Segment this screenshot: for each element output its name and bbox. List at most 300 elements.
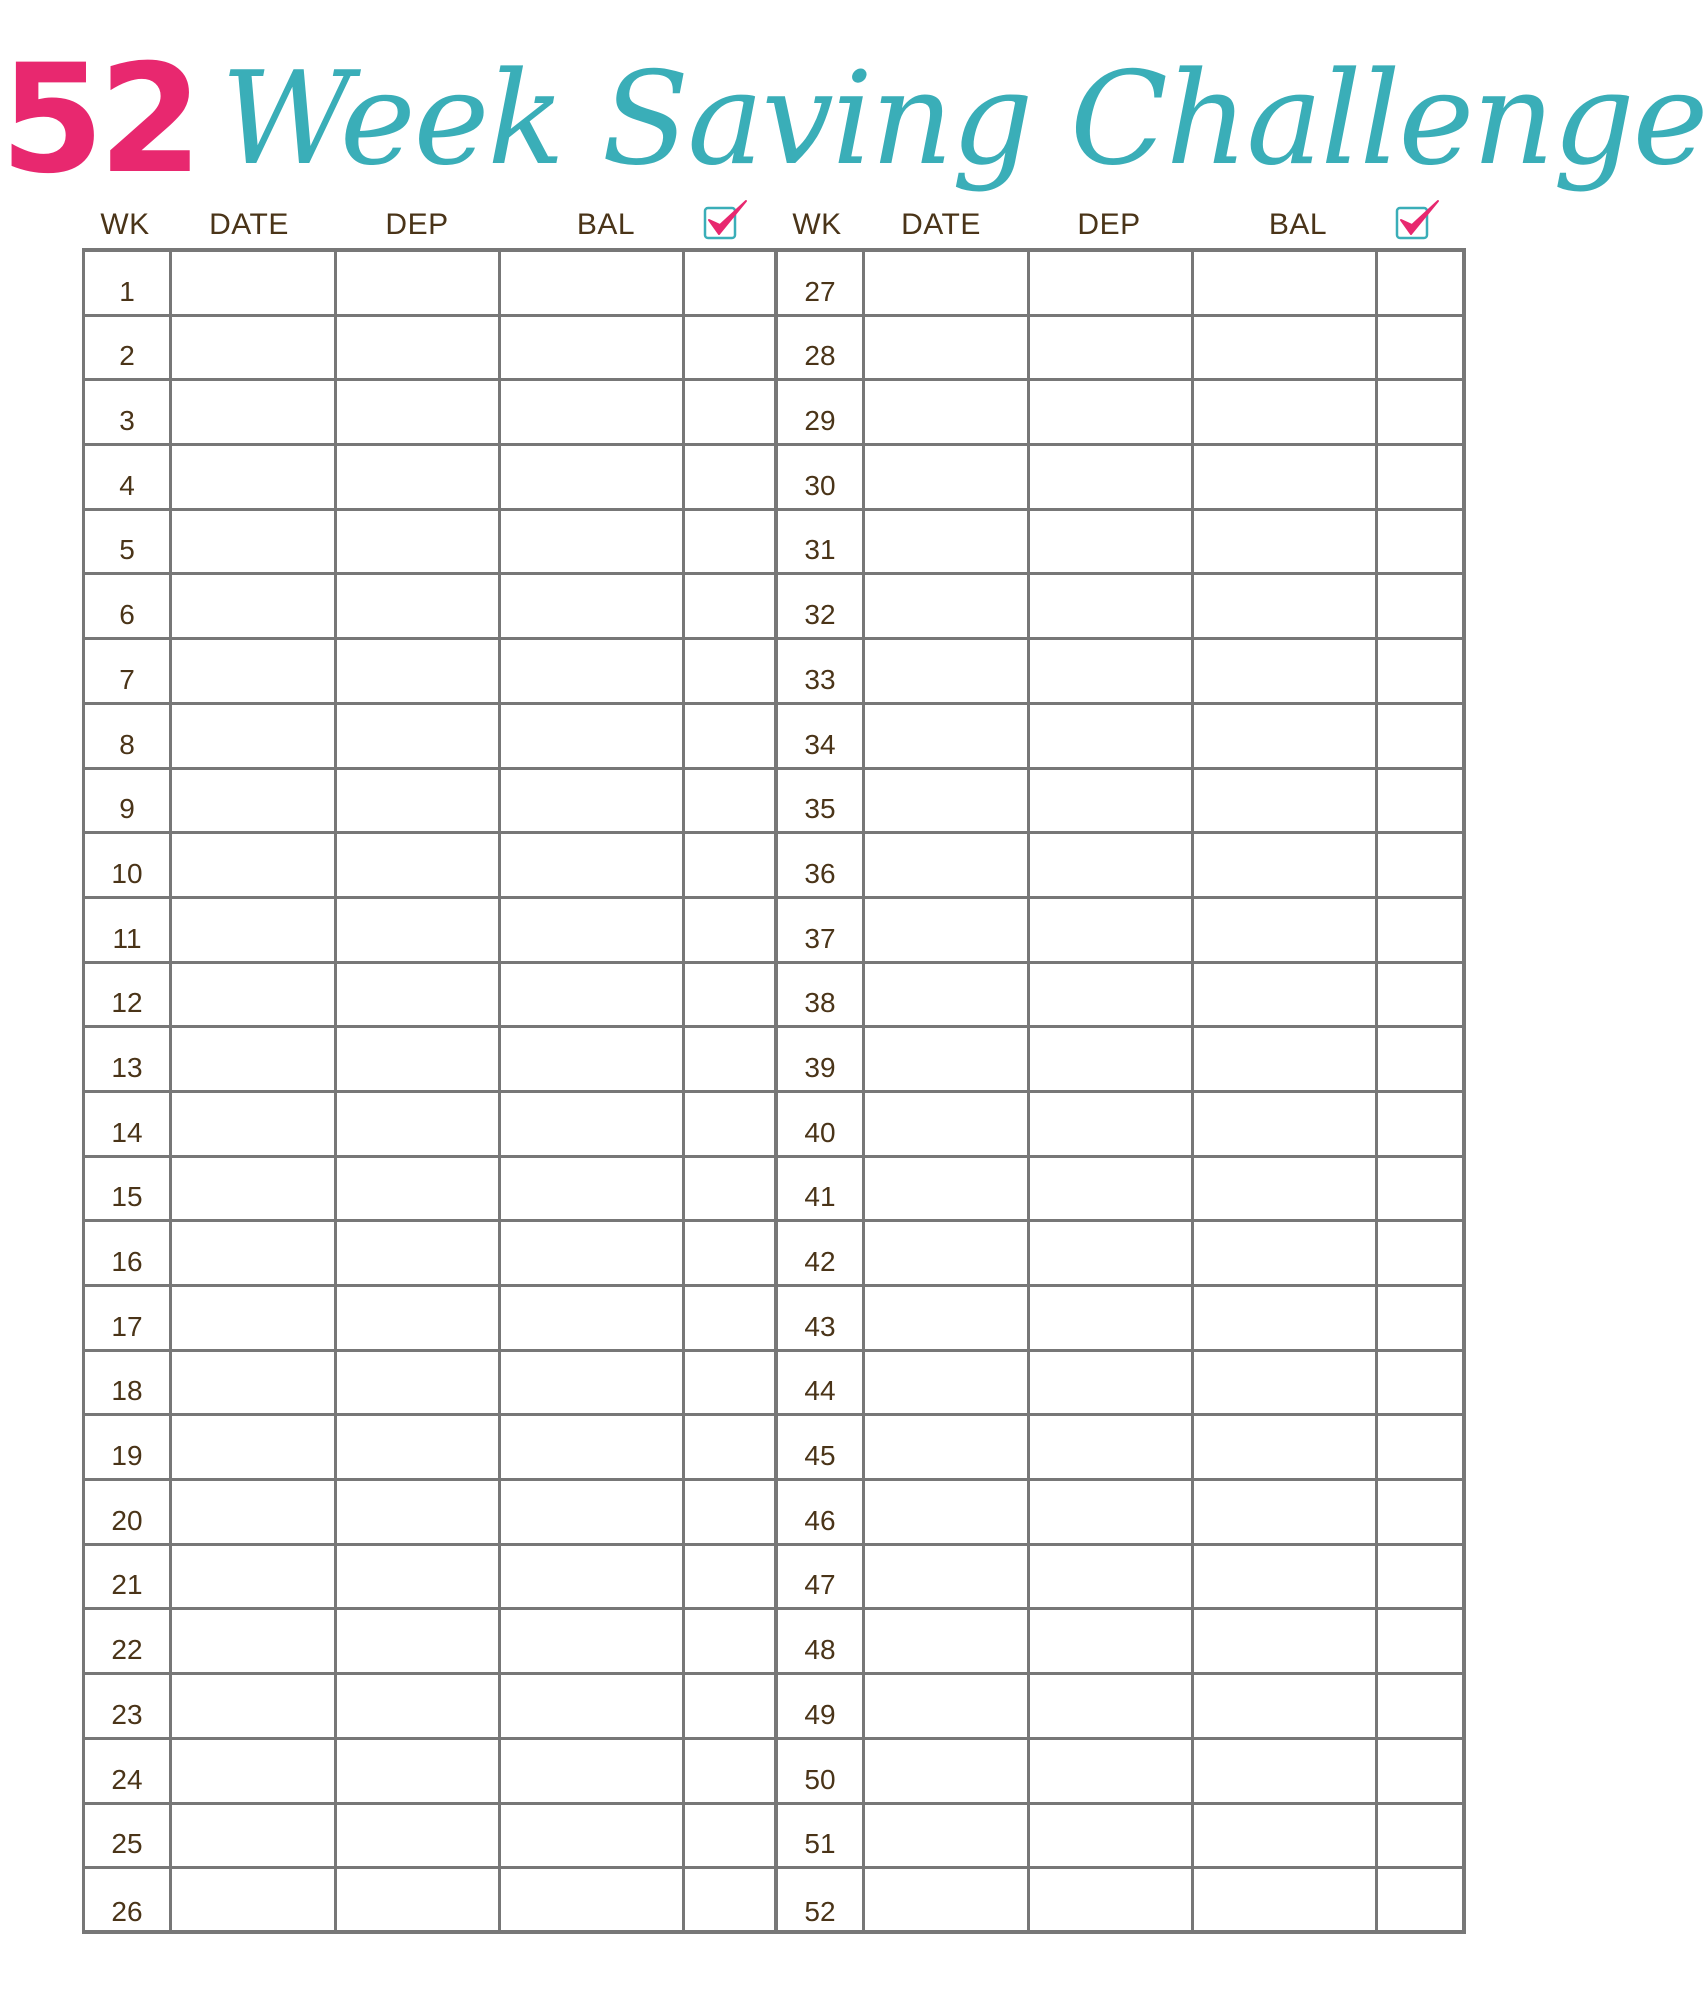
- date-cell[interactable]: [865, 1158, 1030, 1220]
- date-cell[interactable]: [865, 1028, 1030, 1090]
- balance-cell[interactable]: [501, 1675, 685, 1737]
- table-row: [778, 1481, 1462, 1546]
- date-cell[interactable]: [172, 1416, 337, 1478]
- balance-cell[interactable]: [501, 1352, 685, 1414]
- balance-cell[interactable]: [501, 1416, 685, 1478]
- deposit-cell[interactable]: [1030, 1805, 1194, 1867]
- week-number: 23: [85, 1675, 172, 1737]
- header-bal: BAL: [576, 208, 636, 241]
- deposit-cell[interactable]: [337, 1093, 501, 1155]
- table-row: [85, 1222, 774, 1287]
- deposit-cell[interactable]: [1030, 1740, 1194, 1802]
- table-row: [85, 1028, 774, 1093]
- balance-cell[interactable]: [501, 1093, 685, 1155]
- check-cell[interactable]: [685, 1740, 774, 1802]
- check-cell[interactable]: [1378, 1093, 1462, 1155]
- date-cell[interactable]: [172, 575, 337, 637]
- deposit-cell[interactable]: [337, 1740, 501, 1802]
- deposit-cell[interactable]: [1030, 317, 1194, 379]
- table-row: [778, 1805, 1462, 1870]
- balance-cell[interactable]: [1194, 964, 1378, 1026]
- check-cell[interactable]: [685, 705, 774, 767]
- date-cell[interactable]: [172, 1740, 337, 1802]
- check-cell[interactable]: [1378, 640, 1462, 702]
- date-cell[interactable]: [865, 446, 1030, 508]
- check-cell[interactable]: [1378, 252, 1462, 314]
- balance-cell[interactable]: [501, 1028, 685, 1090]
- date-cell[interactable]: [865, 317, 1030, 379]
- balance-cell[interactable]: [1194, 770, 1378, 832]
- balance-cell[interactable]: [501, 575, 685, 637]
- deposit-cell[interactable]: [1030, 1481, 1194, 1543]
- check-cell[interactable]: [685, 899, 774, 961]
- deposit-cell[interactable]: [337, 1805, 501, 1867]
- balance-cell[interactable]: [501, 252, 685, 314]
- check-cell[interactable]: [685, 1675, 774, 1737]
- date-cell[interactable]: [865, 1481, 1030, 1543]
- table-row: [778, 252, 1462, 317]
- date-cell[interactable]: [865, 770, 1030, 832]
- week-number: 14: [85, 1093, 172, 1155]
- table-row: [85, 446, 774, 511]
- balance-cell[interactable]: [501, 1481, 685, 1543]
- date-cell[interactable]: [865, 640, 1030, 702]
- week-number: 47: [778, 1546, 865, 1608]
- date-cell[interactable]: [172, 1869, 337, 1934]
- date-cell[interactable]: [172, 964, 337, 1026]
- date-cell[interactable]: [865, 1740, 1030, 1802]
- date-cell[interactable]: [172, 1222, 337, 1284]
- week-number: 26: [85, 1869, 172, 1934]
- deposit-cell[interactable]: [1030, 1869, 1194, 1934]
- week-number: 51: [778, 1805, 865, 1867]
- week-number: 37: [778, 899, 865, 961]
- balance-cell[interactable]: [1194, 640, 1378, 702]
- week-number: 22: [85, 1610, 172, 1672]
- balance-cell[interactable]: [1194, 1740, 1378, 1802]
- check-cell[interactable]: [1378, 1869, 1462, 1934]
- check-cell[interactable]: [1378, 899, 1462, 961]
- balance-cell[interactable]: [1194, 1222, 1378, 1284]
- table-row: [778, 1740, 1462, 1805]
- balance-cell[interactable]: [1194, 1610, 1378, 1672]
- date-cell[interactable]: [172, 1287, 337, 1349]
- check-cell[interactable]: [685, 1416, 774, 1478]
- check-cell[interactable]: [1378, 575, 1462, 637]
- table-weeks-1-26: [82, 196, 774, 1927]
- deposit-cell[interactable]: [337, 1287, 501, 1349]
- balance-cell[interactable]: [1194, 317, 1378, 379]
- date-cell[interactable]: [172, 1481, 337, 1543]
- check-cell[interactable]: [685, 1287, 774, 1349]
- deposit-cell[interactable]: [1030, 1287, 1194, 1349]
- deposit-cell[interactable]: [1030, 252, 1194, 314]
- week-number: 29: [778, 381, 865, 443]
- balance-cell[interactable]: [1194, 1546, 1378, 1608]
- table-row: [85, 1158, 774, 1223]
- table-row: [778, 1028, 1462, 1093]
- check-cell[interactable]: [1378, 1416, 1462, 1478]
- date-cell[interactable]: [865, 1416, 1030, 1478]
- week-number: 21: [85, 1546, 172, 1608]
- balance-cell[interactable]: [1194, 899, 1378, 961]
- week-number: 25: [85, 1805, 172, 1867]
- balance-cell[interactable]: [501, 446, 685, 508]
- date-cell[interactable]: [172, 1805, 337, 1867]
- deposit-cell[interactable]: [1030, 511, 1194, 573]
- balance-cell[interactable]: [1194, 381, 1378, 443]
- date-cell[interactable]: [865, 1093, 1030, 1155]
- check-cell[interactable]: [685, 252, 774, 314]
- week-number: 30: [778, 446, 865, 508]
- checkbox-check-icon: [702, 198, 750, 242]
- week-number: 19: [85, 1416, 172, 1478]
- week-number: 50: [778, 1740, 865, 1802]
- deposit-cell[interactable]: [337, 381, 501, 443]
- table-row: [85, 834, 774, 899]
- week-number: 52: [778, 1869, 865, 1934]
- check-cell[interactable]: [685, 381, 774, 443]
- deposit-cell[interactable]: [337, 252, 501, 314]
- deposit-cell[interactable]: [1030, 1546, 1194, 1608]
- table-row: [85, 770, 774, 835]
- date-cell[interactable]: [865, 252, 1030, 314]
- date-cell[interactable]: [172, 705, 337, 767]
- table-weeks-27-52: [774, 196, 1466, 1927]
- balance-cell[interactable]: [1194, 1805, 1378, 1867]
- check-cell[interactable]: [1378, 1287, 1462, 1349]
- week-number: 5: [85, 511, 172, 573]
- week-number: 45: [778, 1416, 865, 1478]
- week-number: 2: [85, 317, 172, 379]
- table-row: [85, 1740, 774, 1805]
- check-cell[interactable]: [685, 511, 774, 573]
- table-row: [778, 511, 1462, 576]
- deposit-cell[interactable]: [337, 1352, 501, 1414]
- week-number: 24: [85, 1740, 172, 1802]
- deposit-cell[interactable]: [337, 1028, 501, 1090]
- date-cell[interactable]: [172, 770, 337, 832]
- week-number: 3: [85, 381, 172, 443]
- title-text: Week Saving Challenge: [220, 45, 1706, 194]
- check-cell[interactable]: [1378, 1740, 1462, 1802]
- week-number: 46: [778, 1481, 865, 1543]
- deposit-cell[interactable]: [1030, 770, 1194, 832]
- check-cell[interactable]: [1378, 1158, 1462, 1220]
- check-cell[interactable]: [685, 1869, 774, 1934]
- table-row: [85, 1352, 774, 1417]
- balance-cell[interactable]: [501, 317, 685, 379]
- check-cell[interactable]: [1378, 834, 1462, 896]
- check-cell[interactable]: [1378, 446, 1462, 508]
- balance-cell[interactable]: [501, 511, 685, 573]
- deposit-cell[interactable]: [337, 1546, 501, 1608]
- table-row: [85, 1481, 774, 1546]
- balance-cell[interactable]: [501, 705, 685, 767]
- table-row: [85, 381, 774, 446]
- week-number: 15: [85, 1158, 172, 1220]
- deposit-cell[interactable]: [337, 446, 501, 508]
- header-date: DATE: [901, 208, 981, 241]
- deposit-cell[interactable]: [337, 964, 501, 1026]
- check-cell[interactable]: [685, 1610, 774, 1672]
- deposit-cell[interactable]: [1030, 1158, 1194, 1220]
- check-cell[interactable]: [685, 1352, 774, 1414]
- date-cell[interactable]: [865, 1675, 1030, 1737]
- week-number: 35: [778, 770, 865, 832]
- deposit-cell[interactable]: [337, 1481, 501, 1543]
- check-cell[interactable]: [685, 575, 774, 637]
- check-cell[interactable]: [1378, 1481, 1462, 1543]
- date-cell[interactable]: [172, 1093, 337, 1155]
- check-cell[interactable]: [1378, 1546, 1462, 1608]
- balance-cell[interactable]: [1194, 511, 1378, 573]
- week-number: 20: [85, 1481, 172, 1543]
- check-cell[interactable]: [685, 1805, 774, 1867]
- date-cell[interactable]: [172, 1675, 337, 1737]
- check-cell[interactable]: [1378, 1610, 1462, 1672]
- date-cell[interactable]: [865, 1287, 1030, 1349]
- deposit-cell[interactable]: [337, 705, 501, 767]
- check-cell[interactable]: [685, 1222, 774, 1284]
- deposit-cell[interactable]: [1030, 1093, 1194, 1155]
- check-cell[interactable]: [1378, 964, 1462, 1026]
- title-number: 52: [0, 33, 197, 207]
- deposit-cell[interactable]: [337, 317, 501, 379]
- deposit-cell[interactable]: [1030, 1675, 1194, 1737]
- check-cell[interactable]: [1378, 511, 1462, 573]
- table-row: [85, 317, 774, 382]
- balance-cell[interactable]: [1194, 1675, 1378, 1737]
- deposit-cell[interactable]: [1030, 899, 1194, 961]
- check-cell[interactable]: [1378, 1805, 1462, 1867]
- header-wk: WK: [100, 208, 150, 241]
- week-number: 36: [778, 834, 865, 896]
- table-row: [85, 1610, 774, 1675]
- deposit-cell[interactable]: [1030, 964, 1194, 1026]
- balance-cell[interactable]: [501, 1869, 685, 1934]
- week-number: 10: [85, 834, 172, 896]
- table-row: [85, 511, 774, 576]
- week-number: 31: [778, 511, 865, 573]
- balance-cell[interactable]: [1194, 575, 1378, 637]
- date-cell[interactable]: [172, 1028, 337, 1090]
- date-cell[interactable]: [172, 446, 337, 508]
- deposit-cell[interactable]: [337, 1222, 501, 1284]
- week-number: 9: [85, 770, 172, 832]
- date-cell[interactable]: [865, 705, 1030, 767]
- week-number: 39: [778, 1028, 865, 1090]
- week-number: 43: [778, 1287, 865, 1349]
- balance-cell[interactable]: [501, 899, 685, 961]
- week-number: 18: [85, 1352, 172, 1414]
- date-cell[interactable]: [865, 1805, 1030, 1867]
- header-row: [82, 196, 774, 246]
- week-number: 48: [778, 1610, 865, 1672]
- table-row: [85, 1546, 774, 1611]
- date-cell[interactable]: [172, 1352, 337, 1414]
- deposit-cell[interactable]: [1030, 640, 1194, 702]
- deposit-cell[interactable]: [337, 770, 501, 832]
- date-cell[interactable]: [172, 381, 337, 443]
- date-cell[interactable]: [172, 899, 337, 961]
- week-number: 4: [85, 446, 172, 508]
- check-cell[interactable]: [1378, 381, 1462, 443]
- week-number: 42: [778, 1222, 865, 1284]
- date-cell[interactable]: [865, 964, 1030, 1026]
- date-cell[interactable]: [865, 1352, 1030, 1414]
- table-row: [778, 317, 1462, 382]
- deposit-cell[interactable]: [1030, 381, 1194, 443]
- balance-cell[interactable]: [501, 770, 685, 832]
- table-row: [778, 964, 1462, 1029]
- week-number: 8: [85, 705, 172, 767]
- deposit-cell[interactable]: [1030, 575, 1194, 637]
- balance-cell[interactable]: [501, 1287, 685, 1349]
- balance-cell[interactable]: [1194, 1869, 1378, 1934]
- page-title: [0, 33, 1706, 207]
- balance-cell[interactable]: [501, 640, 685, 702]
- balance-cell[interactable]: [501, 1610, 685, 1672]
- table-row: [778, 834, 1462, 899]
- check-cell[interactable]: [1378, 770, 1462, 832]
- deposit-cell[interactable]: [337, 1610, 501, 1672]
- check-cell[interactable]: [685, 1093, 774, 1155]
- week-number: 6: [85, 575, 172, 637]
- check-cell[interactable]: [685, 964, 774, 1026]
- balance-cell[interactable]: [1194, 1093, 1378, 1155]
- balance-cell[interactable]: [1194, 1158, 1378, 1220]
- check-cell[interactable]: [685, 770, 774, 832]
- check-cell[interactable]: [685, 640, 774, 702]
- deposit-cell[interactable]: [337, 1158, 501, 1220]
- balance-cell[interactable]: [501, 381, 685, 443]
- balance-cell[interactable]: [1194, 1352, 1378, 1414]
- check-cell[interactable]: [1378, 1675, 1462, 1737]
- deposit-cell[interactable]: [1030, 1610, 1194, 1672]
- week-number: 16: [85, 1222, 172, 1284]
- deposit-cell[interactable]: [337, 640, 501, 702]
- deposit-cell[interactable]: [1030, 1222, 1194, 1284]
- date-cell[interactable]: [865, 1222, 1030, 1284]
- check-cell[interactable]: [685, 1481, 774, 1543]
- table-row: [85, 1416, 774, 1481]
- balance-cell[interactable]: [501, 964, 685, 1026]
- table-row: [778, 1222, 1462, 1287]
- table-row: [778, 446, 1462, 511]
- header-bal: BAL: [1268, 208, 1328, 241]
- check-cell[interactable]: [1378, 317, 1462, 379]
- date-cell[interactable]: [865, 381, 1030, 443]
- grid-left: [82, 248, 774, 1934]
- header-dep: DEP: [385, 208, 449, 241]
- balance-cell[interactable]: [1194, 1481, 1378, 1543]
- table-row: [85, 705, 774, 770]
- deposit-cell[interactable]: [337, 834, 501, 896]
- deposit-cell[interactable]: [1030, 705, 1194, 767]
- balance-cell[interactable]: [501, 1740, 685, 1802]
- balance-cell[interactable]: [501, 1546, 685, 1608]
- table-row: [778, 381, 1462, 446]
- deposit-cell[interactable]: [1030, 1416, 1194, 1478]
- check-cell[interactable]: [685, 446, 774, 508]
- date-cell[interactable]: [865, 1869, 1030, 1934]
- deposit-cell[interactable]: [337, 1416, 501, 1478]
- check-cell[interactable]: [1378, 1222, 1462, 1284]
- check-cell[interactable]: [1378, 705, 1462, 767]
- deposit-cell[interactable]: [1030, 834, 1194, 896]
- date-cell[interactable]: [172, 1158, 337, 1220]
- balance-cell[interactable]: [1194, 1287, 1378, 1349]
- check-cell[interactable]: [1378, 1352, 1462, 1414]
- balance-cell[interactable]: [501, 1158, 685, 1220]
- balance-cell[interactable]: [1194, 834, 1378, 896]
- table-row: [778, 770, 1462, 835]
- date-cell[interactable]: [172, 511, 337, 573]
- deposit-cell[interactable]: [337, 511, 501, 573]
- deposit-cell[interactable]: [337, 1869, 501, 1934]
- balance-cell[interactable]: [1194, 446, 1378, 508]
- date-cell[interactable]: [172, 252, 337, 314]
- date-cell[interactable]: [172, 640, 337, 702]
- date-cell[interactable]: [172, 1546, 337, 1608]
- balance-cell[interactable]: [1194, 705, 1378, 767]
- balance-cell[interactable]: [1194, 1028, 1378, 1090]
- date-cell[interactable]: [865, 511, 1030, 573]
- date-cell[interactable]: [172, 317, 337, 379]
- check-cell[interactable]: [685, 834, 774, 896]
- table-row: [778, 705, 1462, 770]
- table-row: [778, 575, 1462, 640]
- date-cell[interactable]: [865, 1546, 1030, 1608]
- table-row: [85, 1287, 774, 1352]
- deposit-cell[interactable]: [1030, 446, 1194, 508]
- table-row: [778, 1416, 1462, 1481]
- table-row: [85, 1805, 774, 1870]
- table-row: [778, 1869, 1462, 1934]
- check-cell[interactable]: [685, 1158, 774, 1220]
- week-number: 7: [85, 640, 172, 702]
- date-cell[interactable]: [865, 834, 1030, 896]
- week-number: 27: [778, 252, 865, 314]
- date-cell[interactable]: [865, 1610, 1030, 1672]
- date-cell[interactable]: [865, 899, 1030, 961]
- table-row: [778, 1546, 1462, 1611]
- balance-cell[interactable]: [1194, 252, 1378, 314]
- check-cell[interactable]: [685, 1546, 774, 1608]
- deposit-cell[interactable]: [1030, 1028, 1194, 1090]
- balance-cell[interactable]: [1194, 1416, 1378, 1478]
- balance-cell[interactable]: [501, 1805, 685, 1867]
- table-row: [778, 1675, 1462, 1740]
- week-number: 44: [778, 1352, 865, 1414]
- deposit-cell[interactable]: [337, 575, 501, 637]
- date-cell[interactable]: [172, 1610, 337, 1672]
- deposit-cell[interactable]: [337, 1675, 501, 1737]
- header-dep: DEP: [1077, 208, 1141, 241]
- week-number: 28: [778, 317, 865, 379]
- date-cell[interactable]: [172, 834, 337, 896]
- balance-cell[interactable]: [501, 834, 685, 896]
- check-cell[interactable]: [1378, 1028, 1462, 1090]
- table-row: [778, 1610, 1462, 1675]
- balance-cell[interactable]: [501, 1222, 685, 1284]
- deposit-cell[interactable]: [1030, 1352, 1194, 1414]
- deposit-cell[interactable]: [337, 899, 501, 961]
- date-cell[interactable]: [865, 575, 1030, 637]
- check-cell[interactable]: [685, 1028, 774, 1090]
- check-cell[interactable]: [685, 317, 774, 379]
